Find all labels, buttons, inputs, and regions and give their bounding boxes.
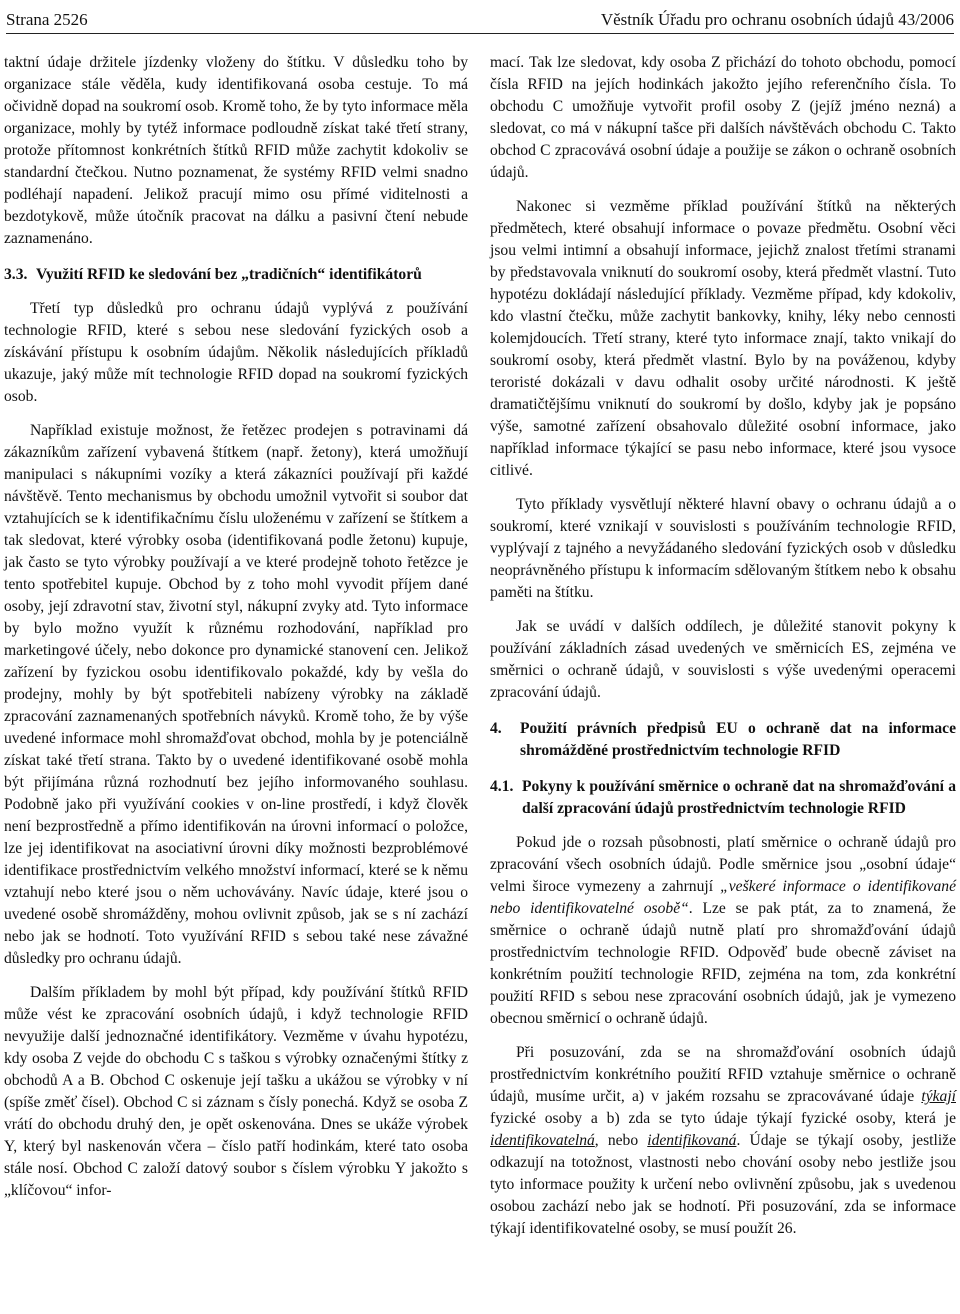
section-heading-4 [490, 718, 956, 762]
page-header [6, 4, 954, 34]
paragraph: Tyto příklady vysvětlují některé hlavní obavy o ochranu údajů a o soukromí, které vznikají v souvislosti s používáním technologie RFID, vyplývají z tajného a nevyžádaného sledování fyzických osob v důsledku neoprávněného přístupu k informacím sdělovaným štítkem nebo k obsahu paměti na štítku. [490, 496, 956, 601]
paragraph [490, 1042, 956, 1240]
paragraph: Jak se uvádí v dalších oddílech, je důležité stanovit pokyny k používání základních zásad uvedených ve směrnicích ES, zejména ve směrnici o ochraně údajů, v souvislosti s výše uvedenými operacemi zpracování údajů. [490, 618, 956, 701]
text-run: Při posuzování, zda se na shromažďování osobních údajů prostřednictvím konkrétního použití RFID vztahuje směrnice o ochraně údajů, musíme určit, a) v jakém rozsahu se zpracovávané údaje [490, 1044, 956, 1105]
section-heading-3-3 [4, 264, 468, 286]
underlined-term: identifikovaná [647, 1132, 737, 1149]
paragraph: taktní údaje držitele jízdenky vloženy do štítku. V důsledku toho by organizace stále věděla, kudy identifikovaná osoba cestuje. To má očividně dopad na soukromí osob. Kromě toho, že by tyto informace měla organizace, mohly by tytéž informace podloudně získat také třetí strany, protože přítomnost konkrétních štítků RFID může zachytit kdokoliv se standardní čtečkou. Nutno poznamenat, že systémy RFID velmi snadno podléhají napadení. Jelikož pracují mimo osu přímé viditelnosti a bezdotykově, může útočník pracovat na dálku a pasivní čtení nebude zaznamenáno. [4, 54, 468, 247]
page-number: Strana 2526 [6, 10, 88, 29]
text-run: . Údaje se týkají osoby, jestliže odkazují na totožnost, vlastnosti nebo chování osoby nebo jestliže jsou tyto informace použity k určení nebo ovlivnění způsobu, jak s uvedenou osobou zachází nebo jak se hodnotí. Při posuzování, zda se informace týkají identifikovatelné osoby, se musí použít 26. [490, 1132, 956, 1237]
section-number: 4. [490, 720, 502, 737]
text-run: fyzické osoby a b) zda se tyto údaje týkají fyzické osoby, která je [490, 1110, 956, 1127]
text-run: . Lze se pak ptát, za to znamená, že směrnice o ochraně údajů nutně platí pro shromažďování údajů prostřednictvím technologie RFID. Odpověď bude obecně záviset na konkrétním použití technologie RFID, zejména na tom, zda konkrétní použití RFID s sebou nese zpracování osobních údajů, jak je vymezeno obecnou směrnicí o ochraně údajů. [490, 900, 956, 1027]
paragraph: Například existuje možnost, že řetězec prodejen s potravinami dá zákazníkům zařízení vybavená štítkem (např. žetony), která umožňují manipulaci s nákupními vozíky a která zákazníci používají při každé návštěvě. Tento mechanismus by obchodu umožnil vytvořit si soubor dat vztahujících se k identifikačnímu číslu uloženému v zařízení se štítkem a tak sledovat, které výrobky osoba (identifikovaná podle žetonu) kupuje, jak často se tyto výrobky používají a ve které prodejně tohoto řetězce je tento spotřebitel kupuje. Obchod by z toho mohl vyvodit příjem dané osoby, její zdravotní stav, životní styl, nákupní zvyky atd. Tyto informace by bylo možno využít k různému rozhodování, například pro marketingové účely, nebo dokonce pro dynamické stanovení cen. Jelikož zařízení by fyzickou osobu identifikovalo pokaždé, kdy by vešla do prodejny, mohly by být spotřebiteli nabízeny výrobky na základě zpracování zaznamenaných spotřebních návyků. Kromě toho, že by výše uvedené informace mohl shromažďovat obchod, mohla by je potenciálně získat také třetí strana. Takto by o uvedené identifikované osobě mohla být přijímána různá rozhodnutí bez jejího informovaného souhlasu. Podobně jako při využívání cookies v on-line prostředí, i když člověk není bezprostředně a přímo identifikován na úrovni informací o položce, lze jej identifikovat na asociativní úrovni díky možnosti bezproblémové identifikace prostřednictvím velkého množství informací, které se k němu vztahují nebo které jsou o něm uchovávány. Navíc údaje, které jsou o uvedené osobě shromážděny, mohou ovlivnit způsob, jak se s ní zachází nebo jak se hodnotí. Toto využívání RFID s sebou také nese závažné důsledky pro ochranu údajů. [4, 422, 468, 967]
underlined-term: identifikovatelná [490, 1132, 595, 1149]
right-column [490, 52, 956, 1252]
text-run: , nebo [594, 1132, 648, 1149]
section-title: Využití RFID ke sledování bez „tradičních“ identifikátorů [36, 266, 422, 283]
quoted-definition: „veškeré informace o identifikované nebo identifikovatelné osobě“ [490, 878, 956, 917]
paragraph: Dalším příkladem by mohl být případ, kdy používání štítků RFID může vést ke zpracování osobních údajů, i když technologie RFID nevyužije další jednoznačné identifikátory. Vezměme v úvahu hypotézu, kdy osoba Z vejde do obchodu C s taškou s výrobky označenými štítky z obchodů A a B. Obchod C oskenuje její tašku a ukážou se výrobky v ní (spíše změť čísel). Obchod C si záznam s čísly ponechá. Když se osoba Z vrátí do obchodu druhý den, je opět oskenována. Dnes se ukáže výrobek Y, který byl naskenován včera – číslo patří hodinkám, které tato osoba stále nosí. Obchod C založí datový soubor s číslem výrobku Y jakožto s „klíčovou“ infor- [4, 984, 468, 1199]
section-heading-4-1 [490, 776, 956, 820]
paragraph: mací. Tak lze sledovat, kdy osoba Z přichází do tohoto obchodu, pomocí čísla RFID na jejích hodinkách jakožto jejího referenčního čísla. To obchodu C umožňuje vytvořit profil osoby Z (jejíž jméno nezná) a sledovat, co má v nákupní tašce při dalších návštěvách obchodu C. Takto obchod C zpracovává osobní údaje a použije se zákon o ochraně osobních údajů. [490, 54, 956, 181]
underlined-term: týkají [921, 1088, 956, 1105]
section-title: Použití právních předpisů EU o ochraně dat na informace shromážděné prostřednictvím technologie RFID [520, 720, 956, 759]
text-run: Pokud jde o rozsah působnosti, platí směrnice o ochraně údajů pro zpracování všech osobních údajů. Podle směrnice jsou „osobní údaje“ velmi široce vymezeny a zahrnují [490, 834, 956, 895]
paragraph [490, 832, 956, 1030]
section-number: 4.1. [490, 778, 514, 795]
section-title: Pokyny k používání směrnice o ochraně dat na shromažďování a další zpracování údajů prostřednictvím technologie RFID [522, 778, 956, 817]
paragraph: Třetí typ důsledků pro ochranu údajů vyplývá z používání technologie RFID, které s sebou nese sledování fyzických osob a získávání přístupu k osobním údajům. Několik následujících příkladů ukazuje, jaký může mít technologie RFID dopad na soukromí fyzických osob. [4, 300, 468, 405]
section-number: 3.3. [4, 266, 28, 283]
left-column [4, 52, 468, 1214]
paragraph: Nakonec si vezměme příklad používání štítků na některých předmětech, které obsahují informace o povaze předmětu. Osobní věci jsou velmi intimní a obsahují informace, jejichž znalost třetími stranami by představovala vniknutí do soukromí osoby, která předmět vlastní. Tuto hypotézu dokládají následující příklady. Vezměme případ, kdy kdokoliv, kdo vlastní čtečku, může zachytit bankovky, knihy, léky nebo cennosti kolemjdoucích. Třetí strany, které tyto informace znají, takto vnikají do soukromí osoby, která předmět vlastní. Bylo by na pováženou, kdyby teroristé dokázali v davu odhalit osoby určité národnosti. K ještě dramatičtějšímu vniknutí do soukromí by došlo, kdyby jak je popsáno výše, samotné zařízení obsahovalo důležité osobní informace, jako například informace týkající se pasu nebo informace, které jsou vysoce citlivé. [490, 198, 956, 479]
journal-title: Věstník Úřadu pro ochranu osobních údajů 43/2006 [600, 10, 954, 29]
